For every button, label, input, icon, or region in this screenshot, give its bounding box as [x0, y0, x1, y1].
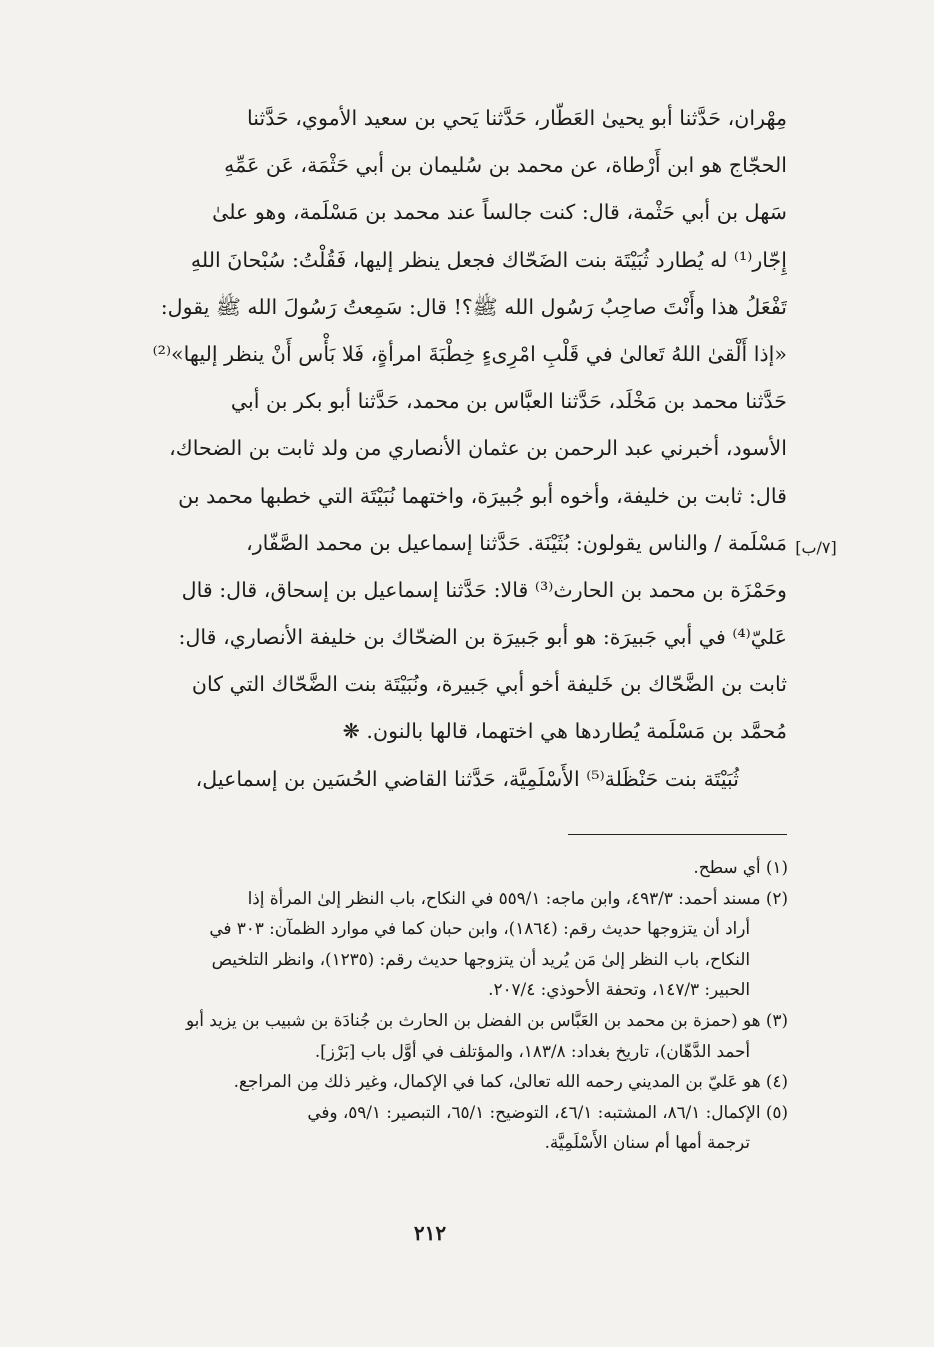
footnotes: [112, 852, 788, 1158]
footnote-line: (٤) هو عَليّ بن المديني رحمه الله تعالىٰ، كما في الإكمال، وغير ذلك مِن المراجع.: [233, 1071, 788, 1092]
text-line: تَفْعَلُ هذا وأَنْتَ صاحِبُ رَسُول الله ﷺ؟! قال: سَمِعتُ رَسُولَ الله ﷺ يقول:: [160, 294, 787, 319]
text-line: الحجّاج هو ابن أَرْطاة، عن محمد بن سُليمان بن أبي حَثْمَة، عَن عَمِّهِ: [224, 153, 787, 178]
text-line: ثُبَيْتَة بنت حَنْظَلة⁽⁵⁾ الأَسْلَمِيَّة، حَدَّثنا القاضي الحُسَين بن إسماعيل،: [195, 766, 739, 791]
text-line: قال: ثابت بن خليفة، وأخوه أبو جُبيرَة، واختهما نُبَيْتَة التي خطبها محمد بن: [178, 483, 787, 508]
text-line: سَهل بن أبي حَثْمة، قال: كنت جالساً عند محمد بن مَسْلَمة، وهو علىٰ: [212, 200, 787, 225]
text-line: حَدَّثنا محمد بن مَخْلَد، حَدَّثنا العبَّاس بن محمد، حَدَّثنا أبو بكر بن أبي: [230, 389, 787, 414]
footnote-line: (٥) الإكمال: ٨٦/١، المشتبه: ٤٦/١، التوضيح: ٦٥/١، التبصير: ٥٩/١، وفي: [307, 1101, 788, 1122]
text-line: عَليّ⁽⁴⁾ في أبي جَبيرَة: هو أبو جَبيرَة بن الضحّاك بن خليفة الأنصاري، قال:: [178, 625, 787, 650]
text-line: مُحمَّد بن مَسْلَمة يُطاردها هي اختهما، قالها بالنون. ❋: [342, 719, 787, 744]
main-text: [112, 95, 787, 803]
footnote-separator: [568, 834, 787, 835]
footnote-line: (١) أي سطح.: [693, 857, 788, 877]
text-line: الأسود، أخبرني عبد الرحمن بن عثمان الأنصاري من ولد ثابت بن الضحاك،: [169, 436, 787, 461]
footnote-line: (٣) هو (حمزة بن محمد بن العَبَّاس بن الفضل بن الحارث بن جُنادَة بن شبيب بن يزيد أبو: [185, 1009, 788, 1030]
text-line: مَسْلَمة / والناس يقولون: بُثَيْنَة. حَدَّثنا إسماعيل بن محمد الصَّفّار،: [246, 530, 787, 555]
footnote-line: (٢) مسند أحمد: ٤٩٣/٣، وابن ماجه: ٥٥٩/١ في النكاح، باب النظر إلىٰ المرأة إذا: [247, 887, 788, 908]
footnote-line: النكاح، باب النظر إلىٰ مَن يُريد أن يتزوجها حديث رقم: (١٢٣٥)، وانظر التلخيص: [211, 948, 750, 969]
text-line: وحَمْزَة بن محمد بن الحارث⁽³⁾ قالا: حَدَّثنا إسماعيل بن إسحاق، قال: قال: [181, 577, 787, 602]
footnote-line: ترجمة أمها أم سنان الأَسْلَمِيَّة.: [544, 1132, 750, 1153]
footnote-line: أحمد الدَّهّان)، تاريخ بغداد: ١٨٣/٨، والمؤتلف في أوَّل باب [بَرْز].: [314, 1040, 750, 1061]
footnote-line: الحبير: ١٤٧/٣، وتحفة الأحوذي: ٢٠٧/٤.: [488, 979, 750, 1000]
page-number: ٢١٢: [413, 1221, 447, 1245]
text-line: مِهْران، حَدَّثنا أبو يحيىٰ العَطّار، حَدَّثنا يَحي بن سعيد الأموي، حَدَّثنا: [246, 106, 787, 130]
footnote-line: أراد أن يتزوجها حديث رقم: (١٨٦٤)، وابن حبان كما في موارد الظمآن: ٣٠٣ في: [209, 918, 750, 939]
margin-folio-note: [٧/ب]: [795, 538, 837, 557]
text-line: ثابت بن الضَّحّاك بن خَليفة أخو أبي جَبيرة، ونُبَيْتَة بنت الضَّحّاك التي كان: [191, 672, 787, 697]
text-line: إِجّار⁽¹⁾ له يُطارد ثُبَيْتَة بنت الضَحّاك فجعل ينظر إليها، فَقُلْتُ: سُبْحانَ اللهِ: [190, 247, 787, 272]
text-line: «إذا أَلْقىٰ اللهُ تَعالىٰ في قَلْبِ امْرِىءٍ خِطْبَةَ امرأةٍ، فَلا بَأْس أَنْ ينظر إليها»⁽²⁾: [152, 341, 787, 366]
